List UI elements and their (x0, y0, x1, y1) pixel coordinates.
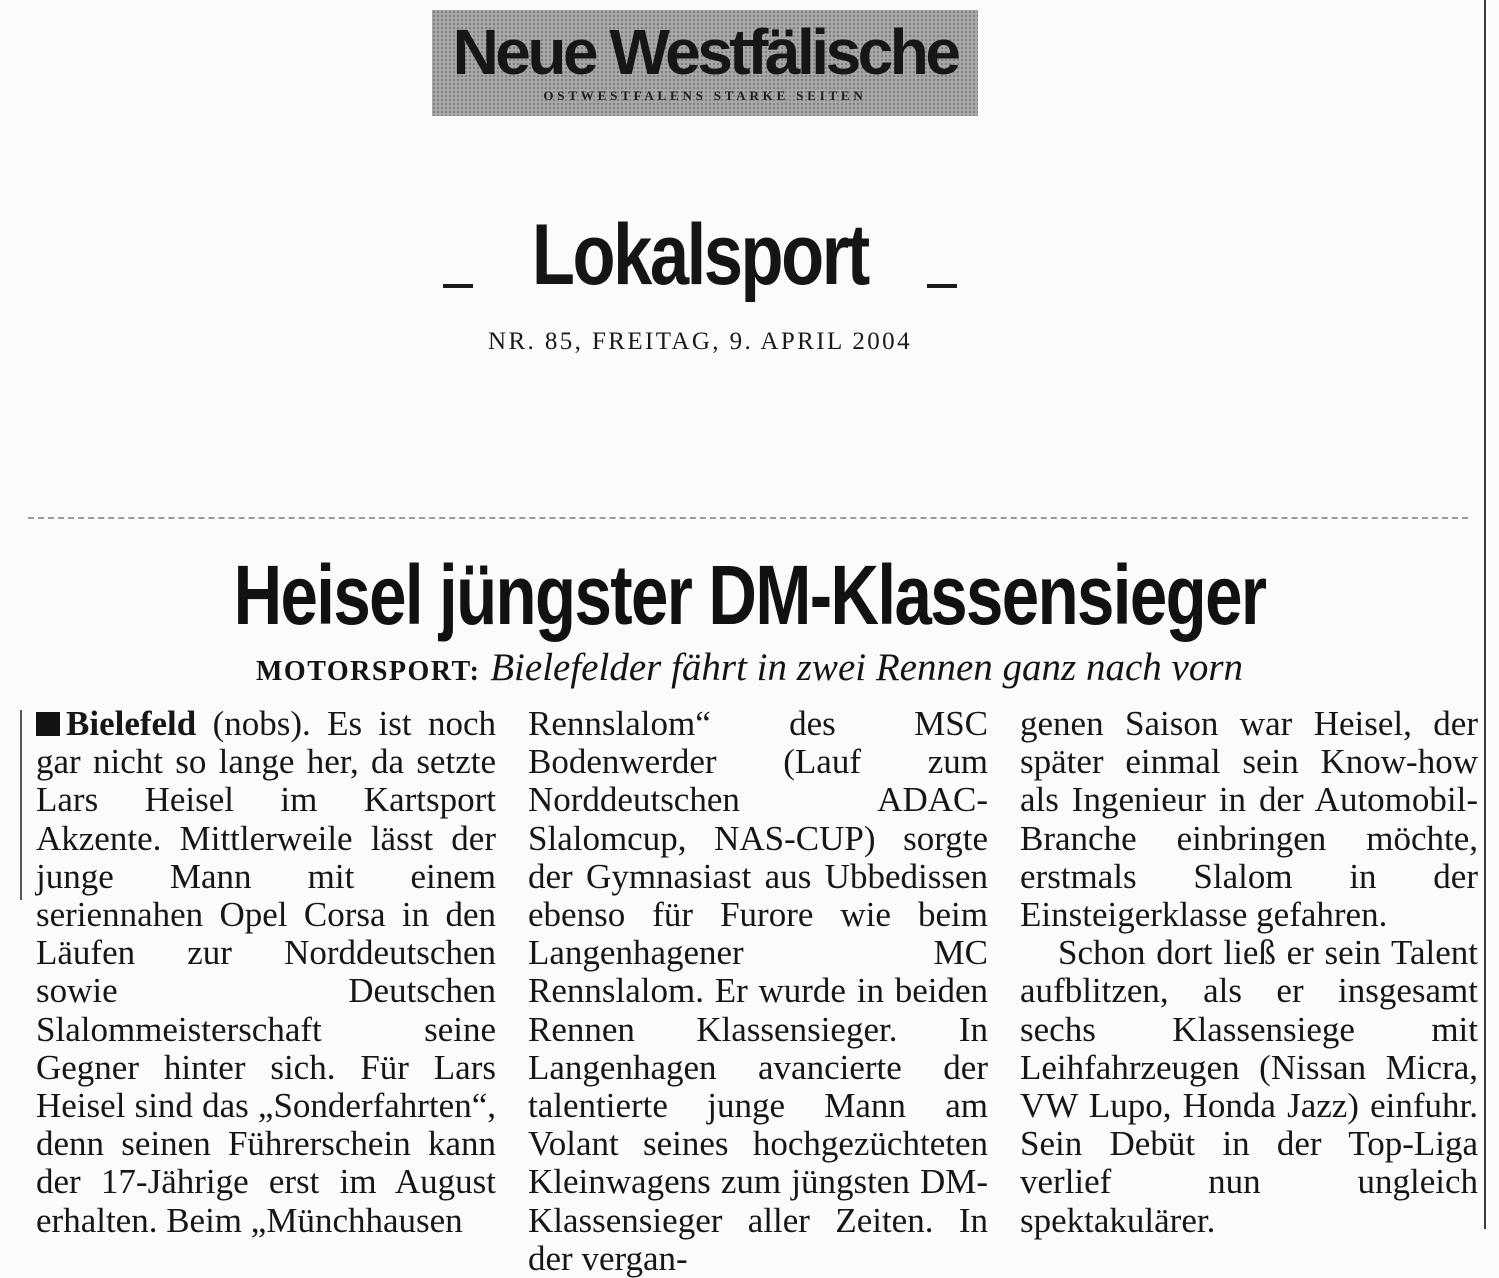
column-3-paragraph-1: genen Saison war Heisel, der später einmal sein Know-how als Ingenieur in der Automobil-Branche einbringen möchte, erstmals Slalom in der Einsteigerklasse gefahren. (1020, 704, 1478, 935)
newspaper-masthead (432, 10, 978, 116)
article-subheadline (0, 644, 1499, 696)
newspaper-name: Neue Westfälische (452, 16, 958, 88)
issue-date-line: NR. 85, FREITAG, 9. APRIL 2004 (488, 328, 912, 355)
column-2-text: Rennslalom“ des MSC Bodenwerder (Lauf zum Norddeutschen ADAC-Slalomcup, NAS-CUP) sorgte der Gymnasiast aus Ubbedissen ebenso für Furore wie beim Langenhagener MC Rennslalom. Er wurde in beiden Rennen Klassensieger. In Langenhagen avancierte der talentierte junge Mann am Volant seines hochgezüchteten Kleinwagens zum jüngsten DM-Klassensieger aller Zeiten. In der vergan- (528, 704, 988, 1278)
section-divider (28, 517, 1468, 519)
newspaper-tagline: OSTWESTFALENS STARKE SEITEN (543, 88, 867, 103)
column-1-text: (nobs). Es ist noch gar nicht so lange her, da setzte Lars Heisel im Kartsport Akzente. Mittlerweile lässt der junge Mann mit einem seriennahen Opel Corsa in den Läufen zur Norddeutschen sowie Deutschen Slalommeisterschaft seine Gegner hinter sich. Für Lars Heisel sind das „Sonderfahrten“, denn seinen Führerschein kann der 17-Jährige erst im August erhalten. Beim „Münchhausen (36, 704, 496, 1240)
column-3-paragraph-2: Schon dort ließ er sein Talent aufblitzen, als er insgesamt sechs Klassensiege mit Leihfahrzeugen (Nissan Micra, VW Lupo, Honda Jazz) einfuhr. Sein Debüt in der Top-Liga verlief nun ungleich spektakulärer. (1020, 933, 1478, 1240)
article-headline: Heisel jüngster DM-Klassensieger (233, 548, 1266, 642)
article-column-3 (1020, 705, 1478, 1240)
article-dateline: Bielefeld (66, 704, 197, 743)
article-subtitle: Bielefelder fährt in zwei Rennen ganz nach vorn (490, 646, 1244, 689)
article-kicker: MOTORSPORT: (255, 656, 481, 687)
page-edge-line (1484, 0, 1486, 1229)
square-bullet-icon (36, 712, 60, 736)
article-column-1 (36, 705, 496, 1240)
section-dash-right (927, 284, 957, 288)
article-column-2 (528, 705, 988, 1278)
section-title: Lokalsport (532, 207, 868, 303)
section-header (400, 205, 1000, 305)
column-margin-bar (20, 710, 22, 900)
section-dash-left (443, 284, 473, 288)
article-paragraph (36, 705, 496, 1240)
